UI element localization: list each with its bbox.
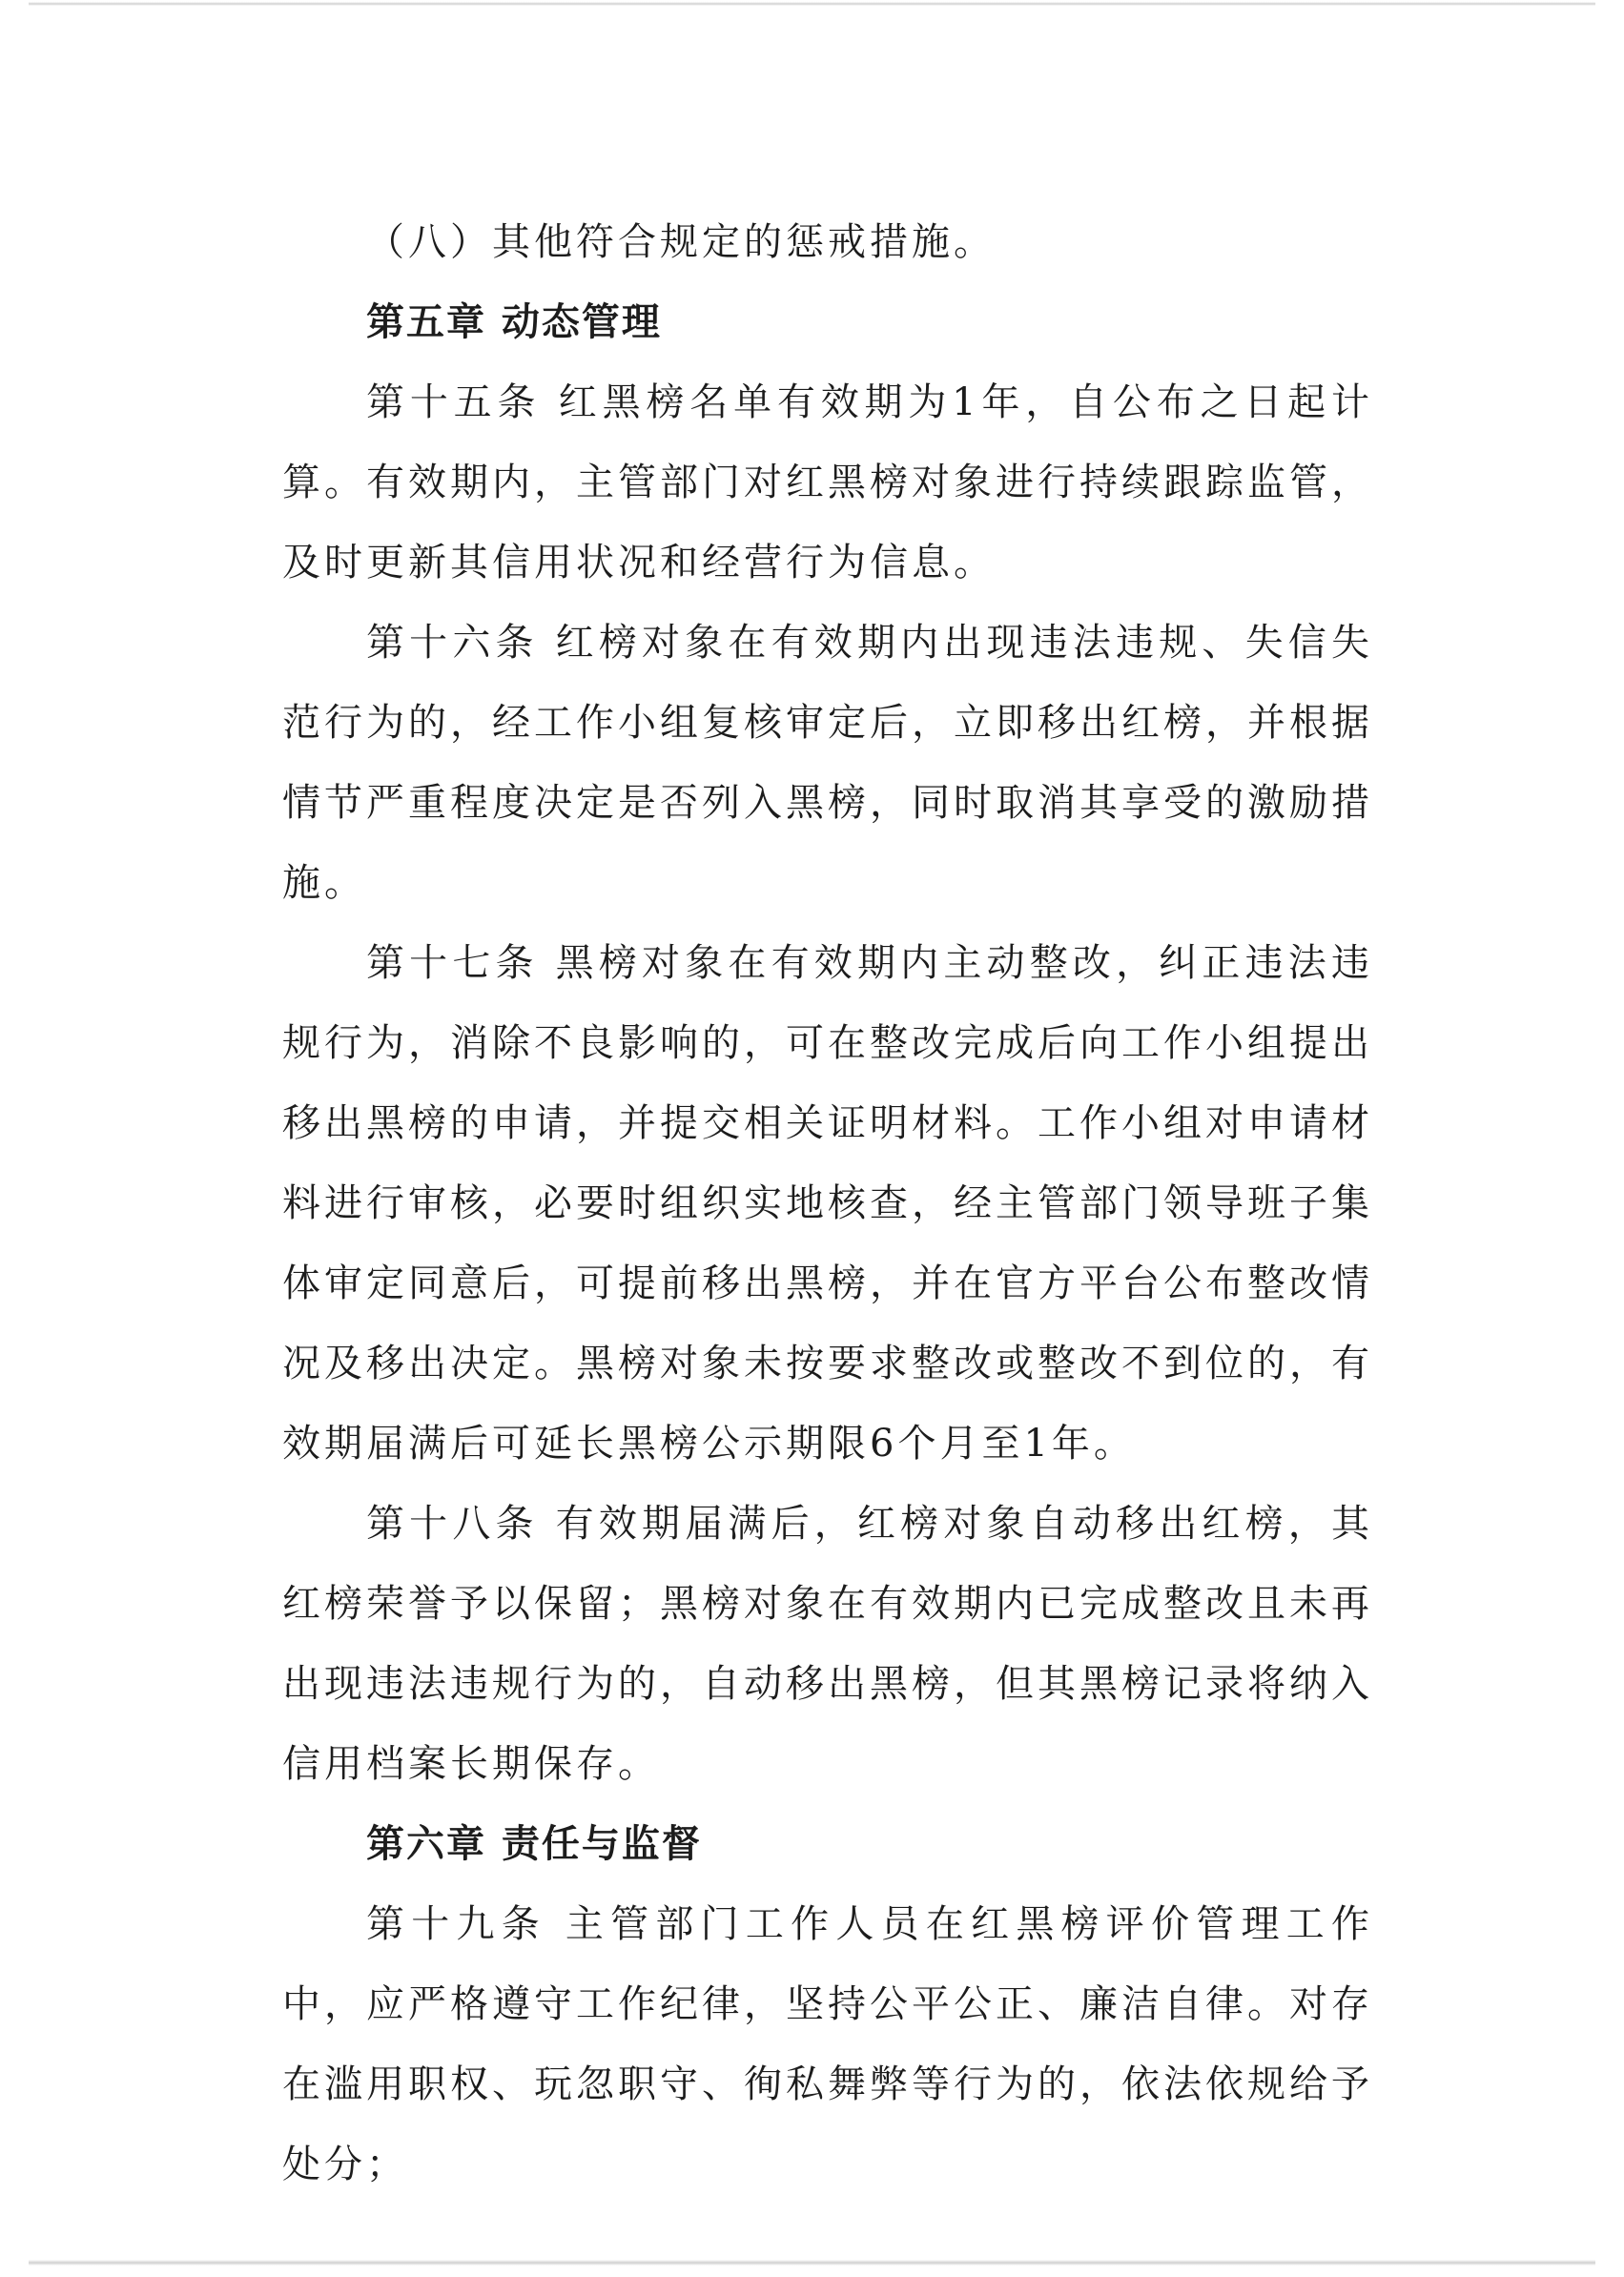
scan-edge-top	[29, 2, 1595, 6]
chapter-5-heading: 第五章 动态管理	[366, 300, 662, 344]
article-15-paragraph: 第十五条 红黑榜名单有效期为1年，自公布之日起计算。有效期内，主管部门对红黑榜对象进行持续跟踪监管，及时更新其信用状况和经营行为信息。	[282, 380, 1373, 585]
article-16-paragraph: 第十六条 红榜对象在有效期内出现违法违规、失信失范行为的，经工作小组复核审定后，立即移出红榜，并根据情节严重程度决定是否列入黑榜，同时取消其享受的激励措施。	[282, 621, 1373, 905]
paragraph-item-8: （八）其他符合规定的惩戒措施。	[366, 220, 996, 264]
article-17-paragraph: 第十七条 黑榜对象在有效期内主动整改，纠正违法违规行为，消除不良影响的，可在整改完成后向工作小组提出移出黑榜的申请，并提交相关证明材料。工作小组对申请材料进行审核，必要时组织实地核查，经主管部门领导班子集体审定同意后，可提前移出黑榜，并在官方平台公布整改情况及移出决定。黑榜对象未按要求整改或整改不到位的，有效期届满后可延长黑榜公示期限6个月至1年。	[282, 941, 1373, 1466]
chapter-6-heading: 第六章 责任与监督	[366, 1822, 702, 1866]
scan-edge-bottom	[29, 2260, 1595, 2266]
article-19-paragraph: 第十九条 主管部门工作人员在红黑榜评价管理工作中，应严格遵守工作纪律，坚持公平公正、廉洁自律。对存在滥用职权、玩忽职守、徇私舞弊等行为的，依法依规给予处分；	[282, 1902, 1373, 2186]
document-body	[282, 202, 1373, 2205]
article-18-paragraph: 第十八条 有效期届满后，红榜对象自动移出红榜，其红榜荣誉予以保留；黑榜对象在有效期内已完成整改且未再出现违法违规行为的，自动移出黑榜，但其黑榜记录将纳入信用档案长期保存。	[282, 1502, 1373, 1786]
